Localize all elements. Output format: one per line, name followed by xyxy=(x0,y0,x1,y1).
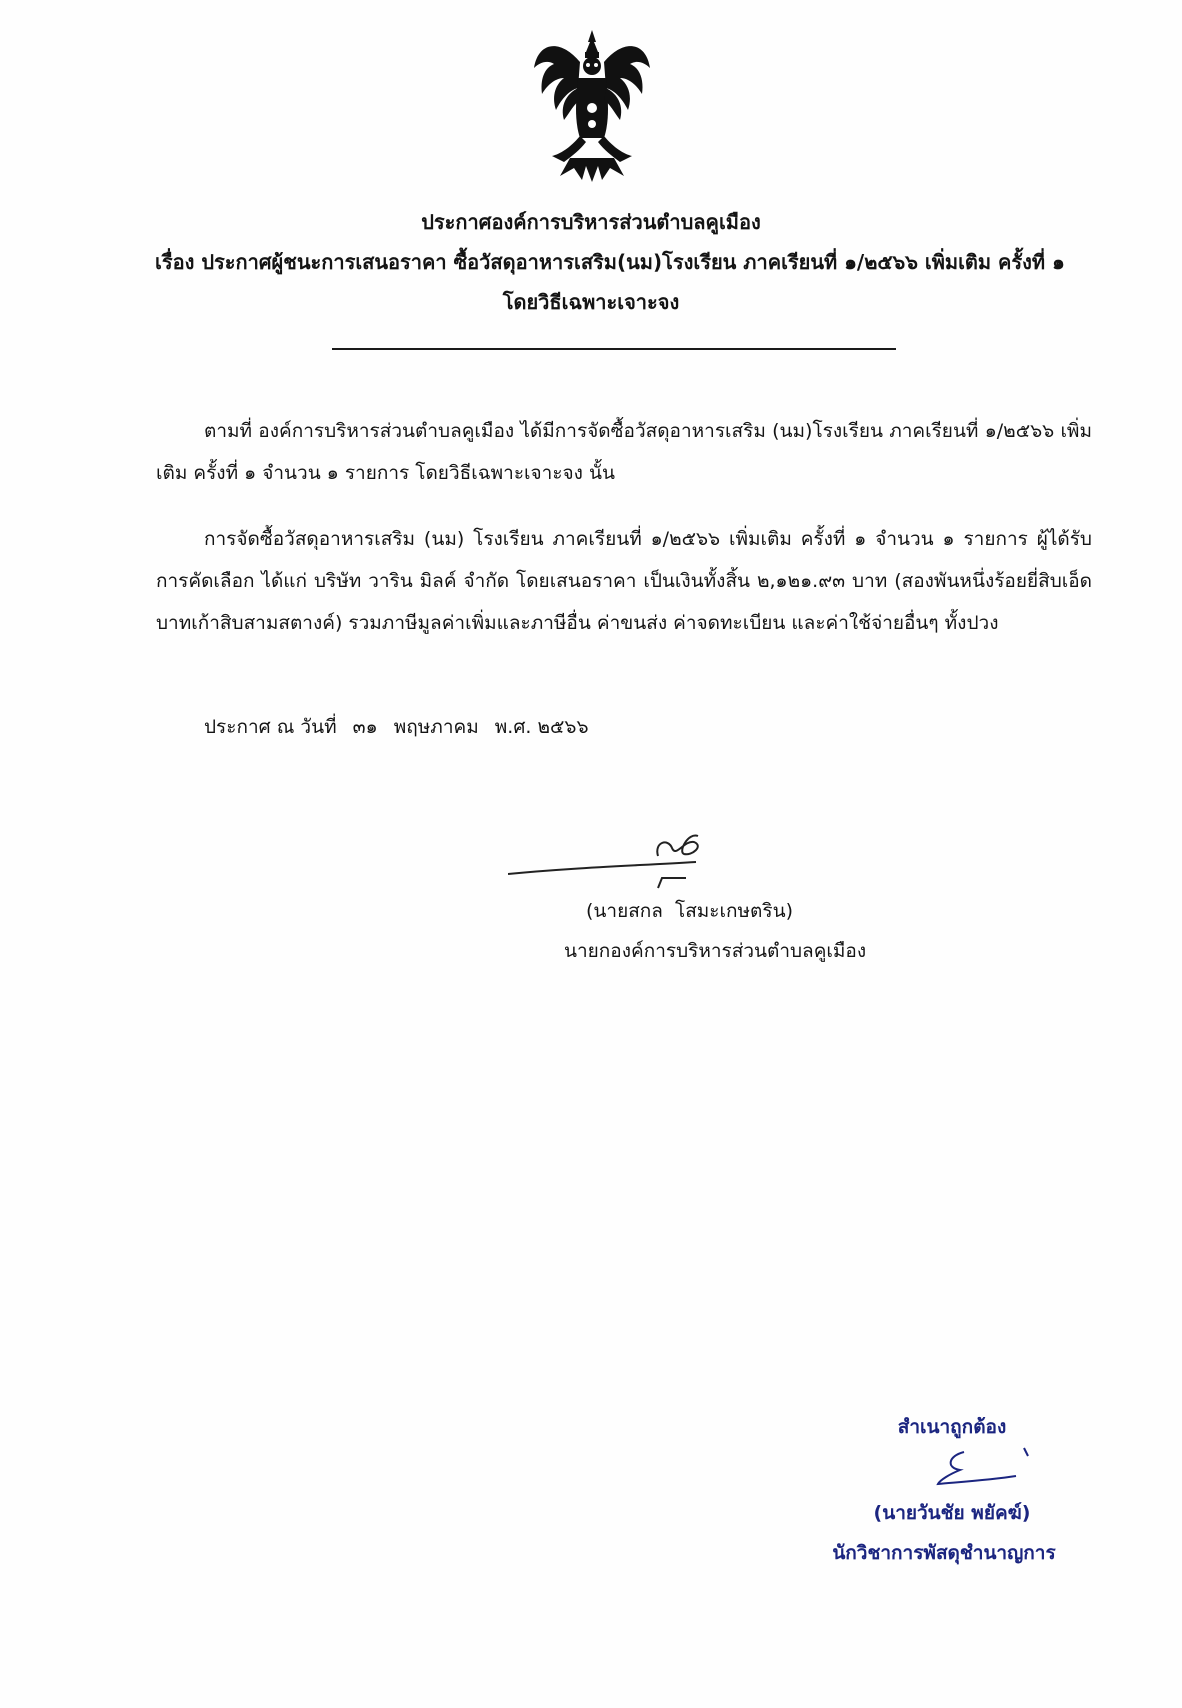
announcement-title: ประกาศองค์การบริหารส่วนตำบลคูเมือง xyxy=(421,210,761,234)
garuda-emblem-icon xyxy=(530,28,654,188)
announcement-subject: เรื่อง ประกาศผู้ชนะการเสนอราคา ซื้อวัสดุอาหารเสริม(นม)โรงเรียน ภาคเรียนที่ ๑/๒๕๖๖ เพิ่มเติม ครั้งที่ ๑ xyxy=(155,250,1065,274)
date-month: พฤษภาคม xyxy=(393,716,479,738)
body-paragraph-1: ตามที่ องค์การบริหารส่วนตำบลคูเมือง ได้มีการจัดซื้อวัสดุอาหารเสริม (นม)โรงเรียน ภาคเรียนที่ ๑/๒๕๖๖ เพิ่มเติม ครั้งที่ ๑ จำนวน ๑ รายการ โดยวิธีเฉพาะเจาะจง นั้น xyxy=(156,420,1092,484)
procurement-method: โดยวิธีเฉพาะเจาะจง xyxy=(502,290,680,314)
announcement-date xyxy=(204,712,599,742)
date-year: พ.ศ. ๒๕๖๖ xyxy=(494,716,589,738)
header-divider xyxy=(332,348,896,350)
certifier-position: นักวิชาการพัสดุชำนาญการ xyxy=(832,1542,1056,1564)
date-prefix: ประกาศ ณ วันที่ xyxy=(204,716,337,738)
date-day: ๓๑ xyxy=(352,716,378,738)
certifier-signature xyxy=(920,1446,1040,1490)
certifier-name: (นายวันชัย พยัคฆ์) xyxy=(873,1502,1031,1524)
certified-copy-label: สำเนาถูกต้อง xyxy=(897,1416,1007,1438)
body-paragraph-2: การจัดซื้อวัสดุอาหารเสริม (นม) โรงเรียน ภาคเรียนที่ ๑/๒๕๖๖ เพิ่มเติม ครั้งที่ ๑ จำนวน ๑ รายการ ผู้ได้รับการคัดเลือก ได้แก่ บริษัท วาริน มิลค์ จำกัด โดยเสนอราคา เป็นเงินทั้งสิ้น ๒,๑๒๑.๙๓ บาท (สองพันหนึ่งร้อยยี่สิบเอ็ดบาทเก้าสิบสามสตางค์) รวมภาษีมูลค่าเพิ่มและภาษีอื่น ค่าขนส่ง ค่าจดทะเบียน และค่าใช้จ่ายอื่นๆ ทั้งปวง xyxy=(156,528,1092,634)
signatory-name: (นายสกล โสมะเกษตริน) xyxy=(586,900,793,922)
mayor-signature xyxy=(508,812,736,892)
signatory-position: นายกองค์การบริหารส่วนตำบลคูเมือง xyxy=(564,940,867,962)
